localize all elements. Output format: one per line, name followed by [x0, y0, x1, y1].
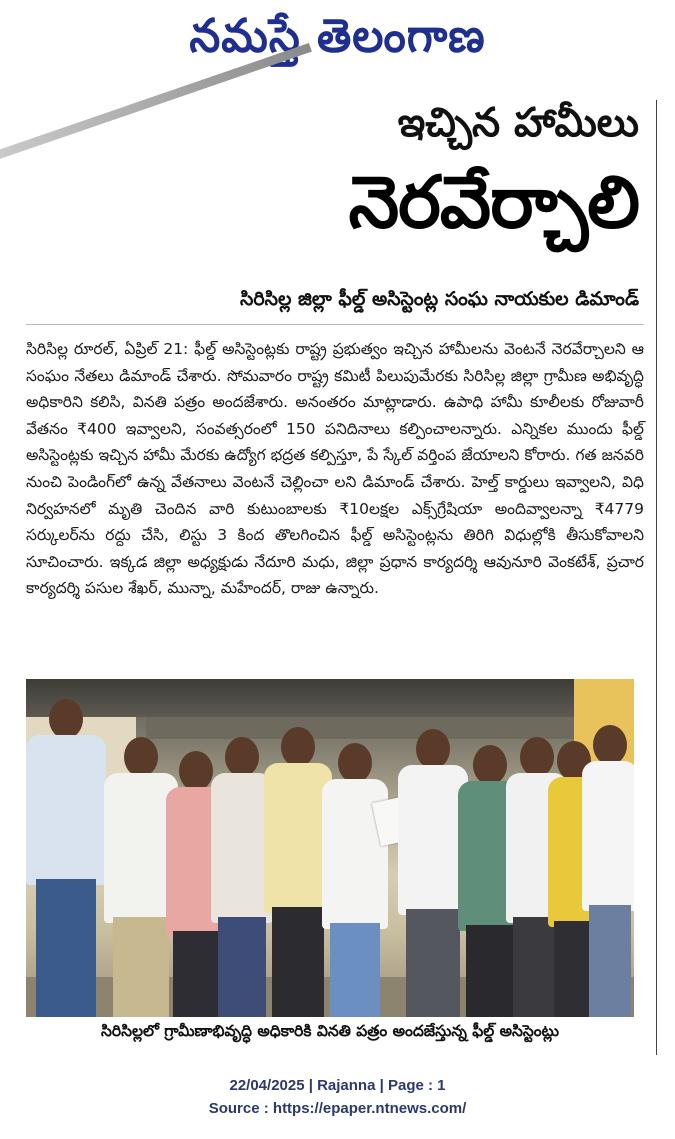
article-paragraph: సిరిసిల్ల రూరల్, ఏప్రిల్ 21: ఫీల్డ్ అసిస్టెంట్లకు రాష్ట్ర ప్రభుత్వం ఇచ్చిన హామీలను వెంటనే నెరవేర్చాలని ఆ సంఘం నేతలు డిమాండ్ చేశారు. సోమవారం రాష్ట్ర కమిటీ పిలుపుమేరకు సిరిసిల్ల జిల్లా గ్రామీణ అభివృద్ధి అధికారిని కలిసి, వినతి పత్రం అందజేశారు. అనంతరం మాట్లాడారు. ఉపాధి హామీ కూలీలకు రోజువారీ వేతనం ₹400 ఇవ్వాలని, సంవత్సరంలో 150 పనిదినాలు కల్పించాలన్నారు. ఎన్నికల ముందు ఫీల్డ్ అసిస్టెంట్లకు ఇచ్చిన హామీ మేరకు ఉద్యోగ భద్రత కల్పిస్తూ, పే స్కేల్ వర్తింప జేయాలని కోరారు. గత జనవరి నుంచి పెండింగ్‌లో ఉన్న వేతనాలు వెంటనే చెల్లించా లని డిమాండ్ చేశారు. హెల్త్ కార్డులు ఇవ్వాలని, విధి నిర్వహనలో మృతి చెందిన వారి కుటుంబాలకు ₹10లక్షల ఎక్స్‌గ్రేషియా అందివ్వాలన్నా ₹4779 సర్కులర్‌ను రద్దు చేసి, లిస్టు 3 కింద తొలగించిన ఫీల్డ్ అసిస్టెంట్లను తిరిగి విధుల్లోకి తీసుకోవాలని సూచించారు. ఇక్కడ జిల్లా అధ్యక్షుడు నేదూరి మధు, జిల్లా ప్రధాన కార్యదర్శి ఆవునూరి వెంకటేశ్, ప్రచార కార్యదర్శి పసుల శేఖర్, మున్నా, మహేందర్, రాజు ఉన్నారు.	[26, 340, 644, 598]
photo-caption: సిరిసిల్లలో గ్రామీణాభివృద్ధి అధికారికి వినతి పత్రం అందజేస్తున్న ఫీల్డ్ అసిస్టెంట్లు	[101, 1022, 559, 1040]
photo-beam	[146, 717, 576, 739]
subhead-divider	[26, 324, 644, 325]
article-headline: నెరవేర్చాలి	[348, 160, 639, 244]
article-subhead: సిరిసిల్ల జిల్లా ఫీల్డ్ అసిస్టెంట్ల సంఘ నాయకుల డిమాండ్	[240, 288, 639, 310]
article-photo	[26, 679, 634, 1017]
page-frame-line	[656, 100, 657, 1055]
article-body	[26, 336, 644, 602]
footer-date-edition: 22/04/2025 | Rajanna | Page : 1	[229, 1077, 446, 1094]
photo-person	[322, 743, 388, 1017]
article-kicker: ఇచ్చిన హామీలు	[397, 100, 639, 146]
photo-person	[26, 699, 106, 1017]
photo-person	[582, 725, 634, 1017]
photo-ceiling	[26, 679, 634, 717]
masthead	[0, 0, 675, 84]
masthead-logo: నమస్తే తెలంగాణ	[189, 9, 486, 63]
footer-source: Source : https://epaper.ntnews.com/	[208, 1100, 467, 1117]
